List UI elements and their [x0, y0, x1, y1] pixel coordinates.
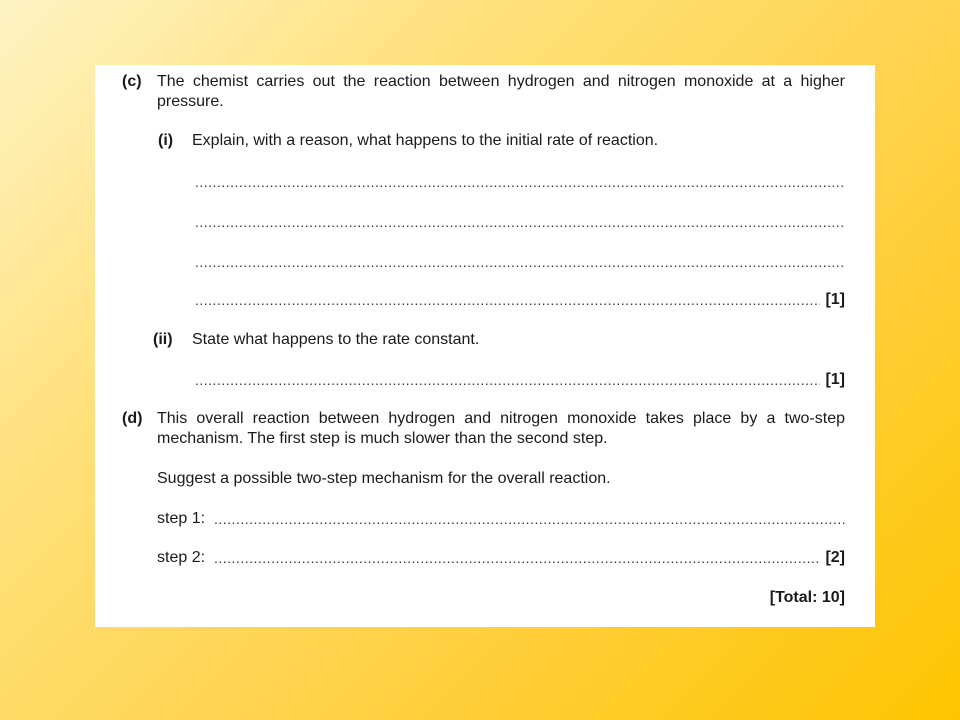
question-text-c: The chemist carries out the reaction between hydrogen and nitrogen monoxide at a higher pressure.	[157, 73, 845, 110]
question-prompt-d: Suggest a possible two-step mechanism for the overall reaction.	[157, 470, 611, 487]
step-2-answer-line[interactable]	[214, 548, 820, 568]
marks-d: [2]	[825, 549, 845, 566]
answer-line[interactable]	[195, 290, 820, 310]
marks-c-ii: [1]	[825, 371, 845, 388]
answer-line[interactable]	[195, 172, 845, 192]
answer-line[interactable]	[195, 370, 820, 390]
marks-c-i: [1]	[825, 291, 845, 308]
step-1-label: step 1:	[157, 510, 206, 527]
question-number-d: (d)	[122, 410, 143, 427]
total-marks: [Total: 10]	[769, 589, 845, 606]
subquestion-number-c-i: (i)	[158, 132, 174, 149]
exam-page	[95, 65, 875, 627]
subquestion-text-c-i: Explain, with a reason, what happens to the initial rate of reaction.	[192, 132, 659, 149]
subquestion-number-c-ii: (ii)	[153, 331, 173, 348]
answer-line[interactable]	[195, 212, 845, 232]
step-1-answer-line[interactable]	[214, 509, 845, 529]
question-number-c: (c)	[122, 73, 142, 90]
step-2-label: step 2:	[157, 549, 206, 566]
subquestion-text-c-ii: State what happens to the rate constant.	[192, 331, 480, 348]
answer-line[interactable]	[195, 252, 845, 272]
question-text-d: This overall reaction between hydrogen and nitrogen monoxide takes place by a two-step mechanism. The first step is much slower than the second step.	[157, 410, 845, 447]
